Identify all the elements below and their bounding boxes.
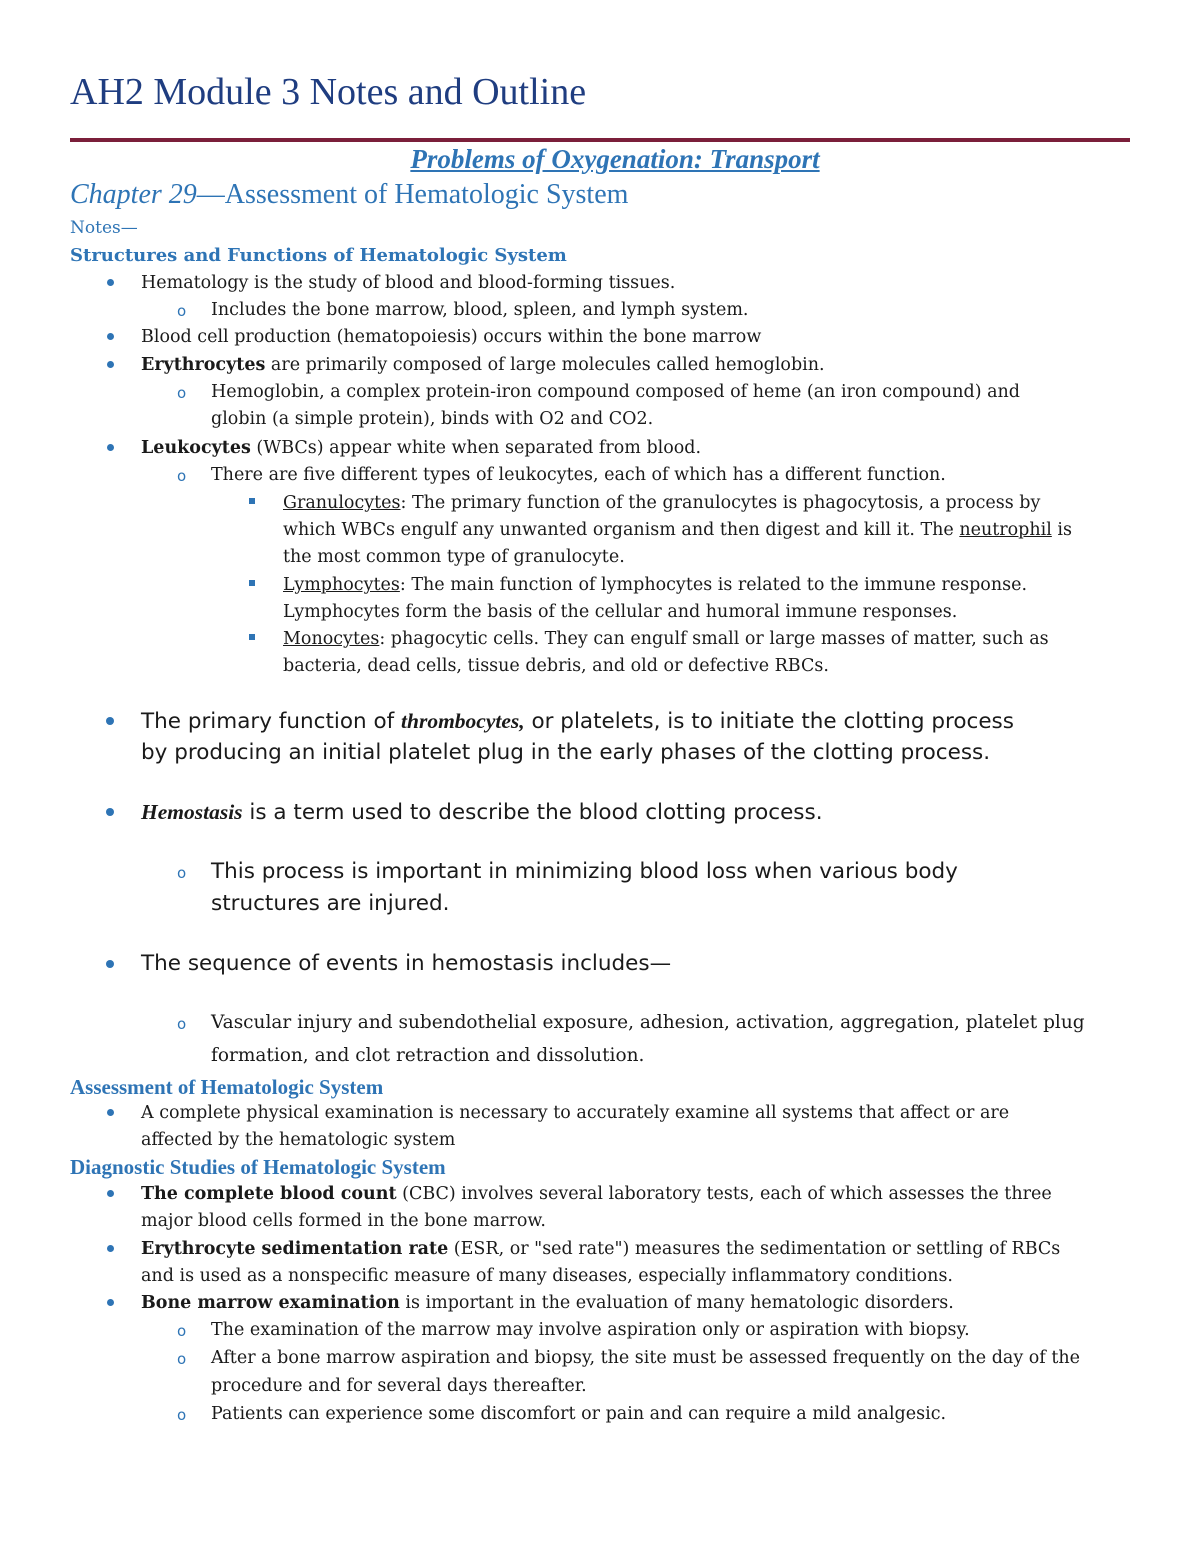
term-hemostasis: Hemostasis: [141, 800, 243, 824]
list-item: [141, 1236, 1060, 1263]
list-item: [283, 490, 1040, 517]
list-item: [283, 626, 1049, 653]
list-item: Hematology is the study of blood and blood-forming tissues.: [141, 273, 676, 293]
hollow-bullet-icon: o: [177, 1350, 187, 1368]
term-esr: Erythrocyte sedimentation rate: [141, 1239, 449, 1259]
item-text: are primarily composed of large molecules called hemoglobin.: [265, 355, 825, 375]
term-cbc: The complete blood count: [141, 1184, 397, 1204]
list-item-continued: globin (a simple protein), binds with O2 and CO2.: [211, 409, 654, 429]
list-item-continued: and is used as a nonspecific measure of many diseases, especially inflammatory conditions.: [141, 1266, 953, 1286]
hollow-bullet-icon: o: [177, 864, 187, 882]
list-item-continued: [283, 517, 1072, 544]
list-item: [141, 1290, 954, 1317]
item-text: is a term used to describe the blood clotting process.: [242, 800, 823, 825]
square-bullet-icon: [249, 498, 255, 504]
list-item-continued: structures are injured.: [211, 891, 450, 916]
bullet-icon: [107, 279, 114, 286]
item-text: (CBC) involves several laboratory tests, each of which assesses the three: [396, 1184, 1052, 1204]
bullet-icon: [107, 444, 114, 451]
list-item: [141, 1181, 1052, 1208]
bullet-icon: [107, 1109, 114, 1116]
list-item: The examination of the marrow may involve aspiration only or aspiration with biopsy.: [211, 1320, 970, 1340]
list-item: Blood cell production (hematopoiesis) occurs within the bone marrow: [141, 327, 762, 347]
chapter-title: —Assessment of Hematologic System: [196, 179, 629, 210]
item-text: is: [1051, 520, 1072, 540]
hollow-bullet-icon: o: [177, 1406, 187, 1424]
term-neutrophil: neutrophil: [959, 520, 1052, 540]
list-item: [283, 572, 1027, 599]
list-item: Includes the bone marrow, blood, spleen, and lymph system.: [211, 300, 749, 320]
bullet-icon: [106, 960, 114, 968]
list-item: Hemoglobin, a complex protein-iron compound composed of heme (an iron compound) and: [211, 382, 1020, 402]
list-item: This process is important in minimizing blood loss when various body: [211, 859, 958, 884]
list-item-continued: Lymphocytes form the basis of the cellular and humoral immune responses.: [283, 602, 958, 622]
item-text: (WBCs) appear white when separated from blood.: [250, 438, 702, 458]
list-item: Vascular injury and subendothelial exposure, adhesion, activation, aggregation, platelet plug: [211, 1012, 1085, 1033]
hollow-bullet-icon: o: [177, 1322, 187, 1340]
bullet-icon: [106, 717, 114, 725]
item-text: The primary function of: [141, 709, 402, 734]
diagnostic-heading: Diagnostic Studies of Hematologic System: [70, 1155, 446, 1179]
item-text: (ESR, or "sed rate") measures the sedimentation or settling of RBCs: [448, 1239, 1061, 1259]
bullet-icon: [107, 1245, 114, 1252]
list-item-continued: the most common type of granulocyte.: [283, 547, 625, 567]
bullet-icon: [107, 333, 114, 340]
list-item: After a bone marrow aspiration and biopsy, the site must be assessed frequently on the day of the: [211, 1348, 1081, 1368]
item-text: : phagocytic cells. They can engulf small or large masses of matter, such as: [379, 629, 1049, 649]
hollow-bullet-icon: o: [177, 467, 187, 485]
term-monocytes: Monocytes: [283, 629, 380, 649]
list-item: The sequence of events in hemostasis includes—: [141, 951, 672, 976]
item-text: : The primary function of the granulocytes is phagocytosis, a process by: [400, 493, 1041, 513]
chapter-number: Chapter 29: [70, 179, 197, 210]
list-item-continued: procedure and for several days thereafter.: [211, 1376, 587, 1396]
list-item-continued: by producing an initial platelet plug in the early phases of the clotting process.: [141, 740, 991, 765]
bullet-icon: [106, 808, 114, 816]
list-item-continued: bacteria, dead cells, tissue debris, and old or defective RBCs.: [283, 656, 829, 676]
list-item-continued: formation, and clot retraction and dissolution.: [211, 1045, 645, 1066]
hollow-bullet-icon: o: [177, 1015, 187, 1033]
list-item: There are five different types of leukocytes, each of which has a different function.: [211, 465, 946, 485]
list-item: [141, 705, 1014, 738]
hollow-bullet-icon: o: [177, 384, 187, 402]
title-divider: [70, 138, 1130, 142]
item-text: which WBCs engulf any unwanted organism and then digest and kill it. The: [283, 520, 960, 540]
document-title: AH2 Module 3 Notes and Outline: [70, 71, 587, 113]
bullet-icon: [107, 1299, 114, 1306]
term-granulocytes: Granulocytes: [283, 493, 401, 513]
list-item: [141, 435, 701, 462]
list-item: [141, 796, 823, 829]
item-text: is important in the evaluation of many hematologic disorders.: [399, 1293, 954, 1313]
chapter-heading: [70, 178, 628, 212]
term-erythrocytes: Erythrocytes: [141, 355, 266, 375]
bullet-icon: [107, 361, 114, 368]
square-bullet-icon: [249, 634, 255, 640]
term-leukocytes: Leukocytes: [141, 438, 251, 458]
list-item: [141, 352, 825, 379]
term-thrombocytes: thrombocytes,: [401, 709, 525, 733]
term-bone-marrow: Bone marrow examination: [141, 1293, 400, 1313]
square-bullet-icon: [249, 580, 255, 586]
list-item-continued: major blood cells formed in the bone marrow.: [141, 1211, 546, 1231]
structures-heading: Structures and Functions of Hematologic System: [70, 245, 567, 266]
item-text: : The main function of lymphocytes is related to the immune response.: [399, 575, 1028, 595]
hollow-bullet-icon: o: [177, 302, 187, 320]
list-item: Patients can experience some discomfort or pain and can require a mild analgesic.: [211, 1404, 947, 1424]
bullet-icon: [107, 1190, 114, 1197]
assessment-heading: Assessment of Hematologic System: [70, 1075, 384, 1099]
term-lymphocytes: Lymphocytes: [283, 575, 400, 595]
list-item-continued: affected by the hematologic system: [141, 1130, 456, 1150]
item-text: or platelets, is to initiate the clotting process: [524, 709, 1014, 734]
list-item: A complete physical examination is necessary to accurately examine all systems that affect or are: [141, 1103, 1010, 1123]
notes-label: Notes—: [70, 218, 138, 238]
section-title: Problems of Oxygenation: Transport: [410, 144, 820, 174]
